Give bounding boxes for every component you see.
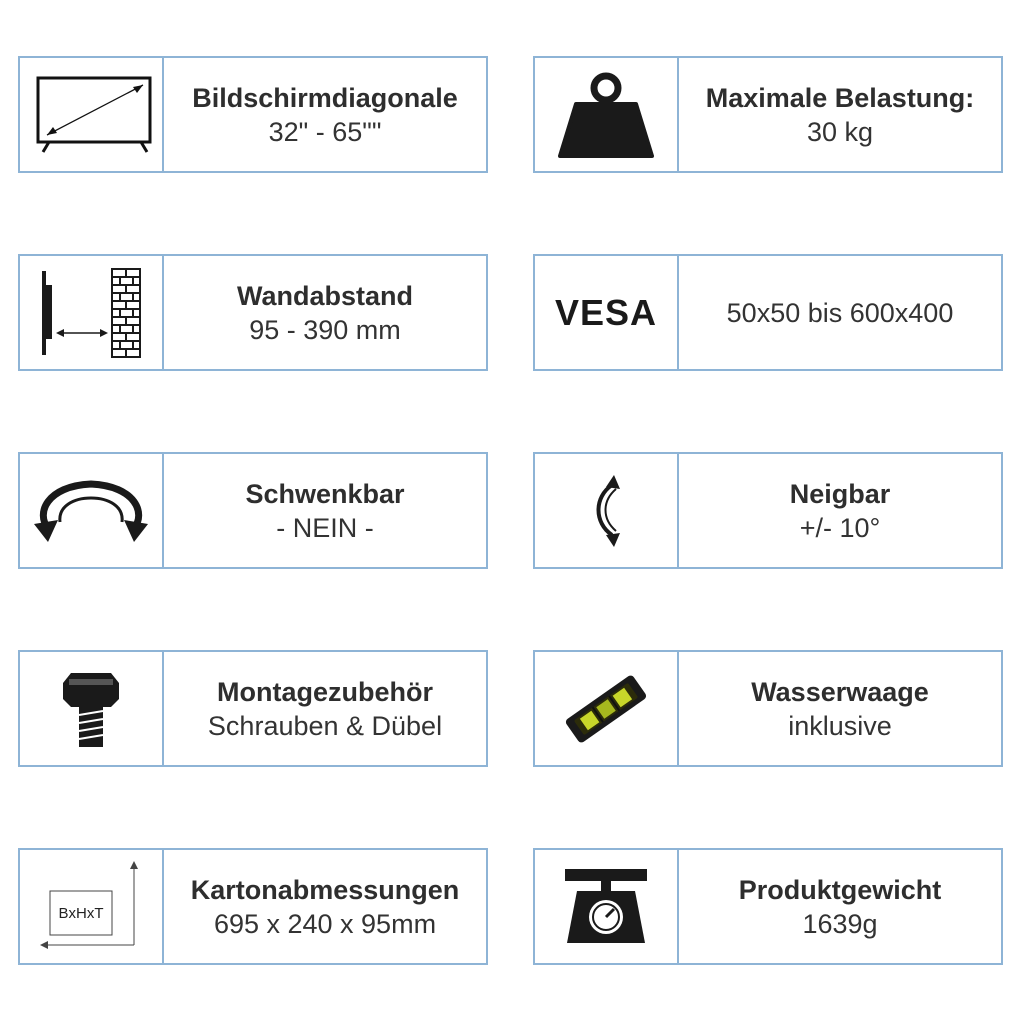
spec-value: 695 x 240 x 95mm <box>213 908 437 939</box>
spec-card-wall-distance <box>18 254 488 371</box>
spec-title: Bildschirmdiagonale <box>192 82 458 113</box>
spec-card-vesa <box>533 254 1003 371</box>
text-cell <box>679 652 1001 765</box>
spec-value: inklusive <box>788 710 892 741</box>
text-cell <box>164 652 486 765</box>
text-cell <box>679 454 1001 567</box>
text-cell <box>679 58 1001 171</box>
spirit-level-icon <box>561 669 651 749</box>
box-dimensions-icon <box>36 859 146 955</box>
swivel-arrows-icon <box>26 476 156 546</box>
text-cell <box>164 256 486 369</box>
text-cell <box>164 454 486 567</box>
vesa-label: VESA <box>554 291 658 333</box>
spec-value: +/- 10° <box>799 512 881 543</box>
spec-card-screen-size <box>18 56 488 173</box>
spec-title: Maximale Belastung: <box>705 82 975 113</box>
spec-card-tilt <box>533 452 1003 569</box>
spec-title: Kartonabmessungen <box>190 874 460 905</box>
spec-value: 30 kg <box>806 116 874 147</box>
screw-icon <box>61 669 121 749</box>
spec-value: - NEIN - <box>276 512 374 543</box>
spec-card-spirit-level <box>533 650 1003 767</box>
spec-card-mounting-accessories <box>18 650 488 767</box>
spec-card-carton-dimensions <box>18 848 488 965</box>
icon-cell <box>535 58 679 171</box>
wall-distance-icon <box>36 267 146 359</box>
text-cell <box>679 256 1001 369</box>
icon-cell <box>535 652 679 765</box>
icon-cell <box>20 652 164 765</box>
text-cell <box>164 58 486 171</box>
spec-title: Neigbar <box>789 478 891 509</box>
icon-cell <box>20 850 164 963</box>
icon-cell <box>535 256 679 369</box>
spec-value: 32" - 65"" <box>268 116 382 147</box>
icon-cell <box>535 850 679 963</box>
scale-icon <box>561 867 651 947</box>
spec-value: 50x50 bis 600x400 <box>726 297 954 328</box>
spec-value: 1639g <box>802 908 878 939</box>
icon-cell <box>535 454 679 567</box>
text-cell <box>164 850 486 963</box>
icon-cell <box>20 58 164 171</box>
tv-diagonal-icon <box>29 73 153 157</box>
weight-icon <box>556 70 656 160</box>
box-label: BxHxT <box>58 904 104 922</box>
spec-title: Produktgewicht <box>738 874 942 905</box>
spec-value: 95 - 390 mm <box>249 314 401 345</box>
spec-title: Wasserwaage <box>751 676 929 707</box>
icon-cell <box>20 454 164 567</box>
spec-title: Wandabstand <box>236 280 413 311</box>
spec-title: Schwenkbar <box>245 478 405 509</box>
spec-value: Schrauben & Dübel <box>207 710 443 741</box>
text-cell <box>679 850 1001 963</box>
tilt-arrows-icon <box>586 473 626 549</box>
spec-title: Montagezubehör <box>217 676 433 707</box>
spec-card-product-weight <box>533 848 1003 965</box>
icon-cell <box>20 256 164 369</box>
spec-card-swivel <box>18 452 488 569</box>
spec-card-max-load <box>533 56 1003 173</box>
